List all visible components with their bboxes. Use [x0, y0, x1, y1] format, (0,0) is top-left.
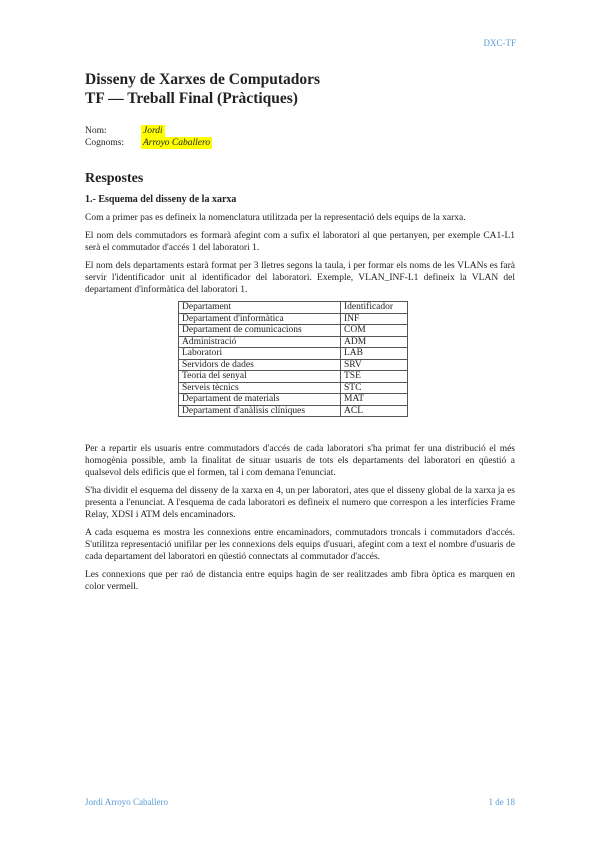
nom-label: Nom: — [85, 126, 107, 136]
table-row — [179, 325, 408, 337]
table-row — [179, 336, 408, 348]
table-cell: Departament d'anàlisis clíniques — [179, 405, 341, 417]
table-cell: Departament d'informàtica — [179, 313, 341, 325]
table-cell: Serveis tècnics — [179, 382, 341, 394]
footer-page-number: 1 de 18 — [488, 797, 515, 807]
author-meta — [85, 125, 515, 149]
paragraph: S'ha dividit el esquema del disseny de la xarxa en 4, un per laboratori, ates que el disseny global de la xarxa ja es presenta a l'enunciat. A l'esquema de cada laboratori es defineix el numero que correspon a les interfícies Frame Relay, XDSI i ATM dels encaminadors. — [85, 486, 515, 520]
paragraph: Com a primer pas es defineix la nomenclatura utilitzada per la representació dels equips de la xarxa. — [85, 213, 466, 223]
table-header-row — [179, 302, 408, 314]
table-row — [179, 313, 408, 325]
table-row — [179, 382, 408, 394]
section-subtitle: 1.- Esquema del disseny de la xarxa — [85, 194, 237, 205]
table-row — [179, 348, 408, 360]
footer-author: Jordi Arroyo Caballero — [85, 797, 168, 807]
table-cell: INF — [341, 313, 408, 325]
table-cell: Departament de materials — [179, 394, 341, 406]
table-cell: LAB — [341, 348, 408, 360]
document-body — [85, 70, 515, 593]
table-cell: ACL — [341, 405, 408, 417]
department-table — [178, 301, 408, 417]
table-cell: STC — [341, 382, 408, 394]
table-cell: Teoria del senyal — [179, 371, 341, 383]
cognoms-label: Cognoms: — [85, 138, 125, 148]
paragraph: A cada esquema es mostra les connexions entre encaminadors, commutadors troncals i commutadors d'accés. S'utilitza representació unifilar per les connexions dels equips d'usuari, afegint com a text el nombre d'usuaris de cada departament del laboratori en qüestió connectats al commutador d'accés. — [85, 528, 515, 562]
table-row — [179, 371, 408, 383]
table-cell: Administració — [179, 336, 341, 348]
nom-value: Jordi — [143, 126, 163, 136]
paragraph: El nom dels departaments estarà format per 3 lletres segons la taula, i per formar els noms de les VLANs es farà servir l'identificador unit al identificador del laboratori. Exemple, VLAN_INF-L1 defineix la VLAN del departament d'informàtica del laboratori 1. — [85, 261, 515, 295]
table-cell: COM — [341, 325, 408, 337]
table-row — [179, 405, 408, 417]
table-row — [179, 394, 408, 406]
cognoms-value: Arroyo Caballero — [143, 138, 211, 148]
nom-row — [85, 125, 515, 137]
paragraph: Les connexions que per raó de distancia entre equips hagin de ser realitzades amb fibra òptica es marquen en color vermell. — [85, 570, 515, 592]
paragraph: Per a repartir els usuaris entre commutadors d'accés de cada laboratori s'ha primat fer una distribució el més homogènia possible, amb la finalitat de situar usuaris de tots els departaments del laboratori en qüestió a qualsevol dels edificis que el formen, tal i com demana l'enunciat. — [85, 444, 515, 478]
table-cell: ADM — [341, 336, 408, 348]
cognoms-row — [85, 137, 515, 149]
section-title: Respostes — [85, 171, 144, 186]
table-row — [179, 359, 408, 371]
table-cell: Servidors de dades — [179, 359, 341, 371]
table-header-cell: Identificador — [341, 302, 408, 314]
table-cell: MAT — [341, 394, 408, 406]
table-cell: Laboratori — [179, 348, 341, 360]
paragraph: El nom dels commutadors es formarà afegint com a sufix el laboratori al que pertanyen, per exemple CA1-L1 serà el commutador d'accés 1 del laboratori 1. — [85, 231, 515, 253]
spacer — [85, 417, 515, 437]
footer — [85, 797, 515, 807]
table-header-cell: Departament — [179, 302, 341, 314]
doc-title-line1: Disseny de Xarxes de Computadors — [85, 71, 321, 88]
header-code: DXC-TF — [483, 38, 516, 48]
table-cell: SRV — [341, 359, 408, 371]
table-cell: TSE — [341, 371, 408, 383]
table-cell: Departament de comunicacions — [179, 325, 341, 337]
doc-title-line2: TF — Treball Final (Pràctiques) — [85, 90, 298, 107]
